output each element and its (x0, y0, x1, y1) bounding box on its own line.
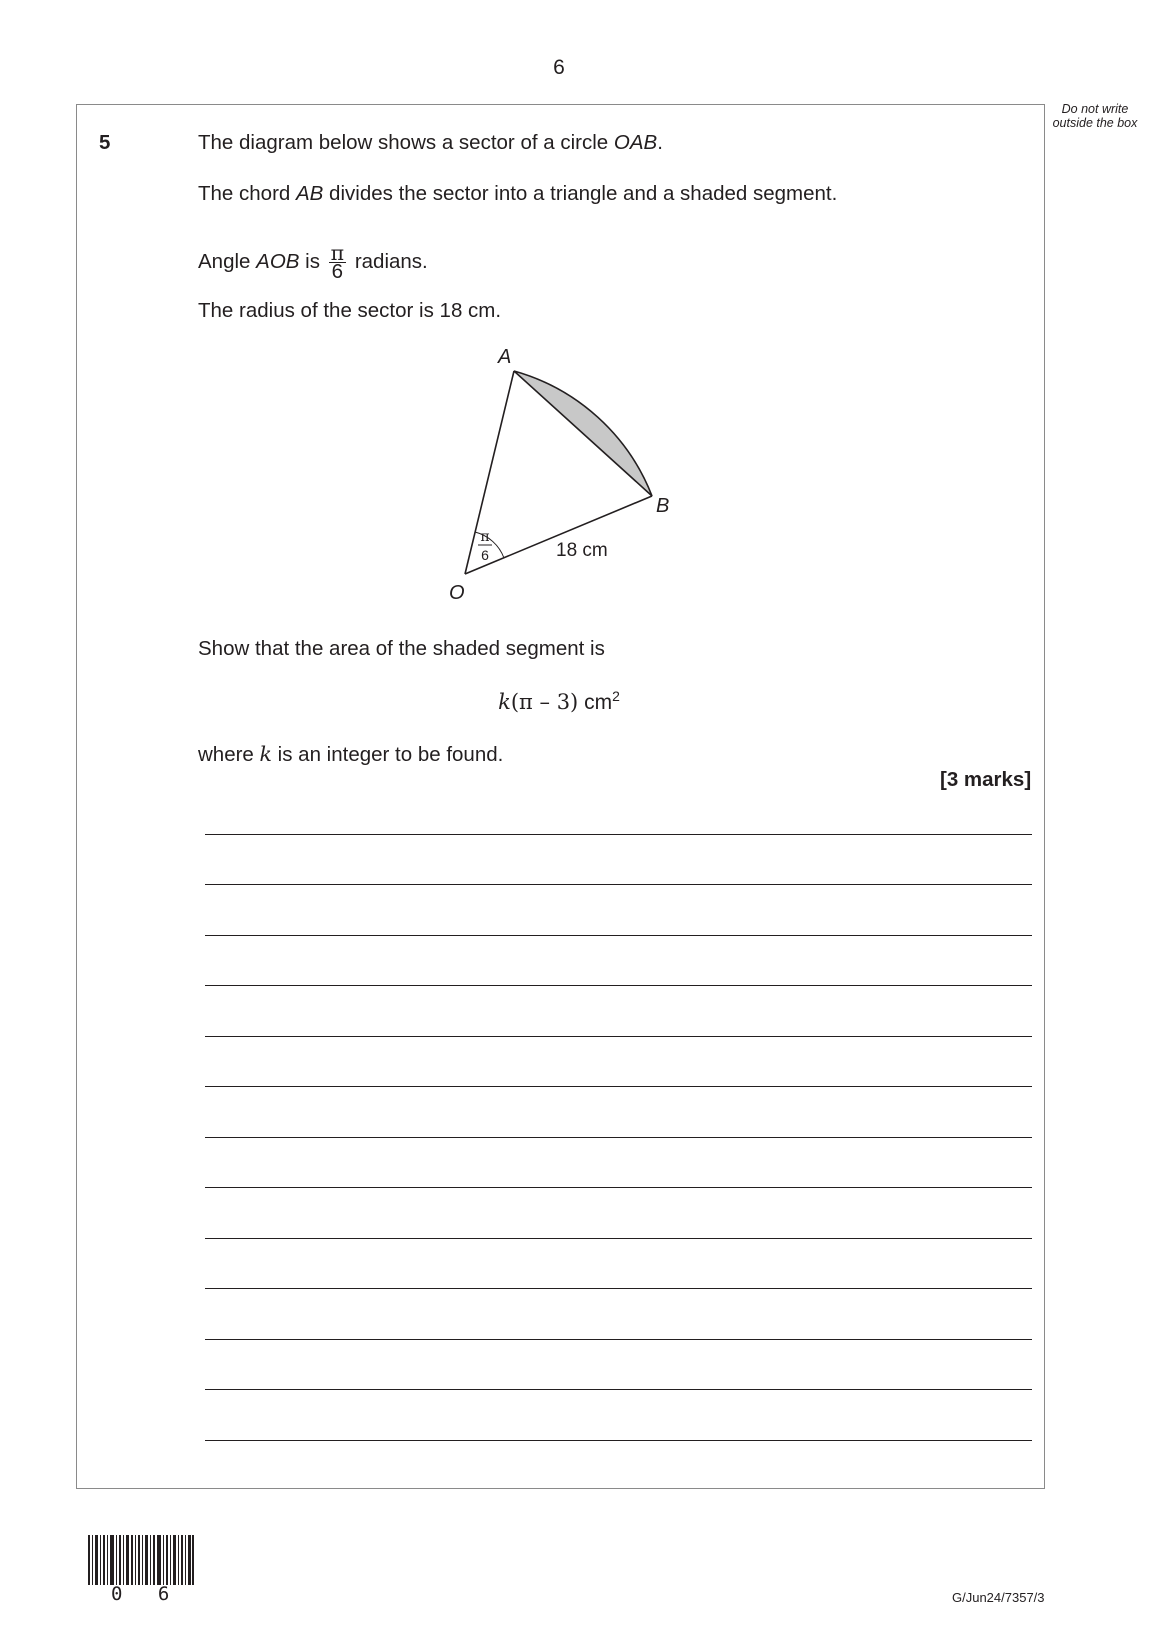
page-number: 6 (553, 56, 565, 79)
answer-line[interactable] (205, 935, 1032, 936)
answer-line[interactable] (205, 1440, 1032, 1441)
question-line-2: The chord AB divides the sector into a triangle and a shaded segment. (198, 182, 838, 205)
answer-line[interactable] (205, 834, 1032, 835)
question-line-1: The diagram below shows a sector of a circle OAB. (198, 131, 663, 154)
question-line-3: Angle AOB is $\frac{\pi}{6}$ radians. (198, 241, 428, 283)
answer-line[interactable] (205, 1238, 1032, 1239)
label-o: O (449, 582, 465, 604)
barcode (88, 1535, 194, 1585)
angle-fraction: $\frac{\pi}{6}$ (330, 241, 345, 283)
question-line-7: where k is an integer to be found. (198, 742, 504, 766)
answer-line[interactable] (205, 985, 1032, 986)
answer-line[interactable] (205, 1036, 1032, 1037)
answer-line[interactable] (205, 1288, 1032, 1289)
radius-label: 18 cm (556, 540, 608, 561)
margin-note: Do not write outside the box (1052, 102, 1138, 130)
paper-reference: G/Jun24/7357/3 (952, 1590, 1045, 1605)
barcode-number: 0 6 (111, 1583, 182, 1605)
formula: k(π – 3) $cm^2$ (498, 688, 620, 714)
answer-line[interactable] (205, 884, 1032, 885)
question-line-5: Show that the area of the shaded segment is (198, 637, 605, 660)
angle-label-den: 6 (481, 547, 489, 563)
question-number: 5 (99, 131, 111, 154)
answer-line[interactable] (205, 1137, 1032, 1138)
answer-line[interactable] (205, 1086, 1032, 1087)
radius-ob (465, 496, 652, 574)
marks-label: [3 marks] (940, 768, 1032, 791)
angle-label-num: π (480, 529, 490, 545)
answer-line[interactable] (205, 1389, 1032, 1390)
answer-line[interactable] (205, 1339, 1032, 1340)
label-b: B (656, 495, 670, 517)
label-a: A (498, 346, 512, 368)
question-line-4: The radius of the sector is 18 cm. (198, 299, 502, 322)
sector-diagram (430, 346, 690, 606)
shaded-segment (514, 371, 652, 496)
answer-line[interactable] (205, 1187, 1032, 1188)
